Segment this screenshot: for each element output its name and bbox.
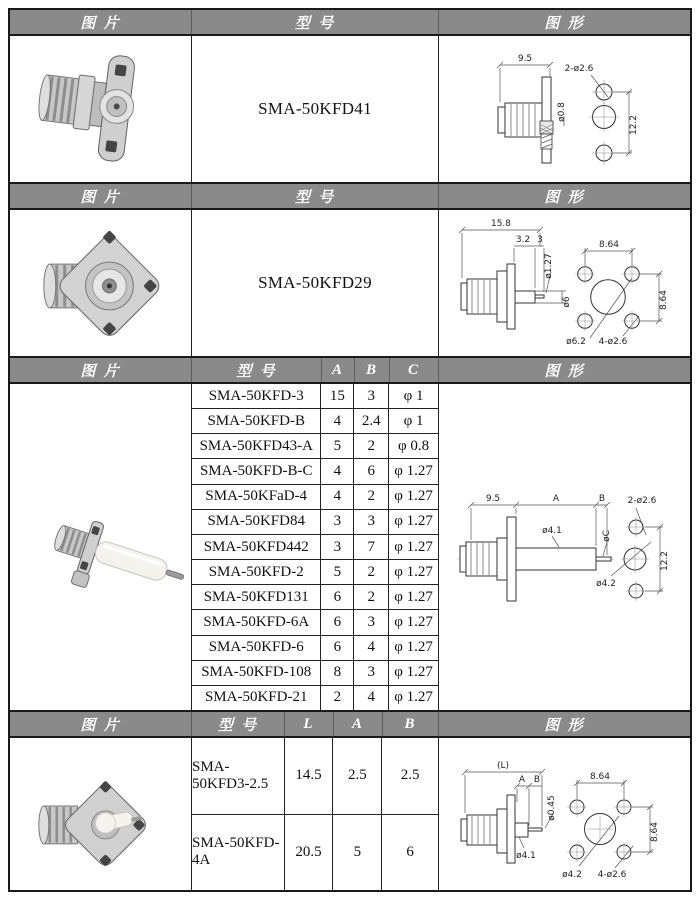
dim-label: 8.64 — [598, 240, 620, 250]
section2-row — [10, 210, 690, 356]
a-cell: 4 — [321, 409, 354, 433]
b-cell: 3 — [354, 384, 389, 408]
table-row — [192, 409, 438, 434]
model-cell: SMA-50KFD-21 — [192, 686, 321, 710]
connector-photo-4hole-insulator — [10, 738, 191, 890]
header-col-l: L — [285, 712, 334, 736]
dim-label: 9.5 — [485, 494, 501, 504]
a-cell: 3 — [321, 510, 354, 534]
a-cell: 6 — [321, 610, 354, 634]
dim-label: A — [518, 775, 526, 785]
header-model: 型 号 — [192, 184, 439, 208]
table-row — [192, 636, 438, 661]
c-cell: φ 1.27 — [394, 588, 433, 605]
connector-photo-long-insulator — [10, 384, 191, 710]
technical-drawing-kfd29 — [439, 210, 690, 356]
dim-label: ø0.8 — [557, 102, 567, 122]
header-drawing: 图 形 — [544, 14, 585, 32]
b-cell: 6 — [354, 459, 389, 483]
table-row — [192, 434, 438, 459]
section4-photo-cell — [10, 738, 192, 890]
technical-drawing-kfd3 — [439, 738, 690, 890]
dim-label: 8.64 — [650, 821, 660, 843]
section4-body — [10, 738, 690, 890]
section2-photo-cell — [10, 210, 192, 356]
connector-photo-4hole-flange — [10, 210, 191, 356]
dim-label: 9.5 — [517, 54, 533, 64]
dim-label: ø4.2 — [596, 579, 616, 589]
model-cell: SMA-50KFD-B — [192, 409, 321, 433]
a-cell: 6 — [321, 636, 354, 660]
table-row — [192, 686, 438, 710]
model-cell: SMA-50KFaD-4 — [192, 485, 321, 509]
dim-label: 12.2 — [629, 114, 639, 136]
table-row — [192, 610, 438, 635]
header-col-c: C — [390, 358, 439, 382]
b-cell: 2 — [354, 560, 389, 584]
dim-label: 12.2 — [660, 550, 670, 572]
c-cell: φ 1.27 — [394, 513, 433, 530]
dim-label: 2-ø2.6 — [627, 496, 657, 506]
b-cell: 6 — [406, 843, 414, 860]
section3-header — [10, 356, 690, 384]
header-picture: 图 片 — [10, 10, 192, 34]
dim-label: 4-ø2.6 — [597, 870, 627, 880]
model-cell: SMA-50KFD-B-C — [192, 459, 321, 483]
c-cell: φ 1.27 — [394, 689, 433, 706]
b-cell: 3 — [354, 661, 389, 685]
a-cell: 2.5 — [333, 738, 382, 814]
table-row — [192, 738, 438, 815]
c-cell: φ 1.27 — [394, 563, 433, 580]
section2-model-cell — [192, 210, 439, 356]
header-col-b: B — [383, 712, 439, 736]
table-row — [192, 485, 438, 510]
technical-drawing-kfd-series — [439, 384, 690, 710]
a-cell: 5 — [321, 560, 354, 584]
model-cell: SMA-50KFD442 — [192, 535, 321, 559]
dim-label: 8.64 — [659, 289, 669, 311]
dim-label: 3 — [537, 235, 543, 245]
b-cell: 2.4 — [354, 409, 389, 433]
c-cell: φ 1.27 — [394, 488, 433, 505]
table-row — [192, 585, 438, 610]
c-cell: φ 1 — [403, 412, 424, 429]
section3-drawing-cell — [439, 384, 690, 710]
dim-label: 8.64 — [589, 772, 611, 782]
table-row — [192, 535, 438, 560]
dim-label: A — [552, 494, 560, 504]
a-cell: 5 — [333, 815, 382, 891]
header-col-b: B — [355, 358, 390, 382]
c-cell: φ 1.27 — [394, 613, 433, 630]
table-row — [192, 815, 438, 891]
model-cell: SMA-50KFD-6A — [192, 610, 321, 634]
table-row — [192, 661, 438, 686]
a-cell: 2 — [321, 686, 354, 710]
connector-photo-2hole-flange — [10, 36, 191, 182]
header-model: 型 号 — [192, 10, 439, 34]
model-number: SMA-50KFD29 — [258, 273, 372, 292]
section1-model-cell — [192, 36, 439, 182]
header-col-a: A — [322, 358, 355, 382]
a-cell: 4 — [321, 459, 354, 483]
l-cell: 14.5 — [285, 738, 334, 814]
model-cell: SMA-50KFD84 — [192, 510, 321, 534]
c-cell: φ 1.27 — [394, 639, 433, 656]
b-cell: 2.5 — [400, 767, 420, 784]
b-cell: 4 — [354, 636, 389, 660]
b-cell: 3 — [354, 510, 389, 534]
c-cell: φ 1 — [403, 387, 424, 404]
catalog-frame — [8, 8, 692, 892]
b-cell: 3 — [354, 610, 389, 634]
model-cell: SMA-50KFD-4A — [192, 815, 285, 891]
model-cell: SMA-50KFD43-A — [192, 434, 321, 458]
section4-header — [10, 710, 690, 738]
section2-header — [10, 182, 690, 210]
model-cell: SMA-50KFD-2 — [192, 560, 321, 584]
header-drawing: 图 形 — [544, 362, 585, 380]
b-cell: 2 — [354, 485, 389, 509]
c-cell: φ 1.27 — [394, 664, 433, 681]
technical-drawing-kfd41 — [439, 36, 690, 182]
section1-photo-cell — [10, 36, 192, 182]
dim-label: ø6 — [562, 296, 572, 308]
dim-label: ø6.2 — [566, 337, 586, 347]
dim-label: B — [533, 775, 541, 785]
section3-table — [192, 384, 439, 710]
dim-label: ø1.27 — [544, 253, 554, 279]
section4-table — [192, 738, 439, 890]
model-number: SMA-50KFD41 — [258, 99, 372, 118]
section3-photo-cell — [10, 384, 192, 710]
table-row — [192, 560, 438, 585]
section3-body — [10, 384, 690, 710]
header-model: 型 号 — [192, 712, 285, 736]
a-cell: 8 — [321, 661, 354, 685]
header-picture: 图 片 — [10, 358, 192, 382]
model-cell: SMA-50KFD131 — [192, 585, 321, 609]
b-cell: 2 — [354, 585, 389, 609]
dim-label: (L) — [496, 761, 510, 771]
a-cell: 6 — [321, 585, 354, 609]
dim-label: ø4.2 — [562, 870, 582, 880]
c-cell: φ 0.8 — [398, 437, 430, 454]
a-cell: 15 — [321, 384, 354, 408]
dim-label: øC — [602, 530, 612, 542]
section1-row — [10, 36, 690, 182]
a-cell: 3 — [321, 535, 354, 559]
header-col-a: A — [334, 712, 383, 736]
header-drawing: 图 形 — [544, 716, 585, 734]
a-cell: 4 — [321, 485, 354, 509]
section1-drawing-cell — [439, 36, 690, 182]
dim-label: 4-ø2.6 — [598, 337, 628, 347]
dim-label: 2-ø2.6 — [564, 64, 594, 74]
model-cell: SMA-50KFD3-2.5 — [192, 738, 285, 814]
dim-label: ø0.45 — [547, 795, 557, 821]
dim-label: 15.8 — [490, 219, 512, 229]
header-picture: 图 片 — [10, 184, 192, 208]
section1-header — [10, 10, 690, 36]
dim-label: ø4.1 — [542, 526, 562, 536]
section2-drawing-cell — [439, 210, 690, 356]
c-cell: φ 1.27 — [394, 538, 433, 555]
table-row — [192, 384, 438, 409]
c-cell: φ 1.27 — [394, 463, 433, 480]
header-picture: 图 片 — [10, 712, 192, 736]
model-cell: SMA-50KFD-108 — [192, 661, 321, 685]
b-cell: 2 — [354, 434, 389, 458]
header-drawing: 图 形 — [544, 188, 585, 206]
model-cell: SMA-50KFD-3 — [192, 384, 321, 408]
table-row — [192, 510, 438, 535]
b-cell: 4 — [354, 686, 389, 710]
dim-label: 3.2 — [515, 235, 531, 245]
dim-label: B — [598, 494, 606, 504]
dim-label: ø4.1 — [516, 851, 536, 861]
a-cell: 5 — [321, 434, 354, 458]
l-cell: 20.5 — [285, 815, 334, 891]
header-model: 型 号 — [192, 358, 322, 382]
table-row — [192, 459, 438, 484]
b-cell: 7 — [354, 535, 389, 559]
model-cell: SMA-50KFD-6 — [192, 636, 321, 660]
section4-drawing-cell — [439, 738, 690, 890]
